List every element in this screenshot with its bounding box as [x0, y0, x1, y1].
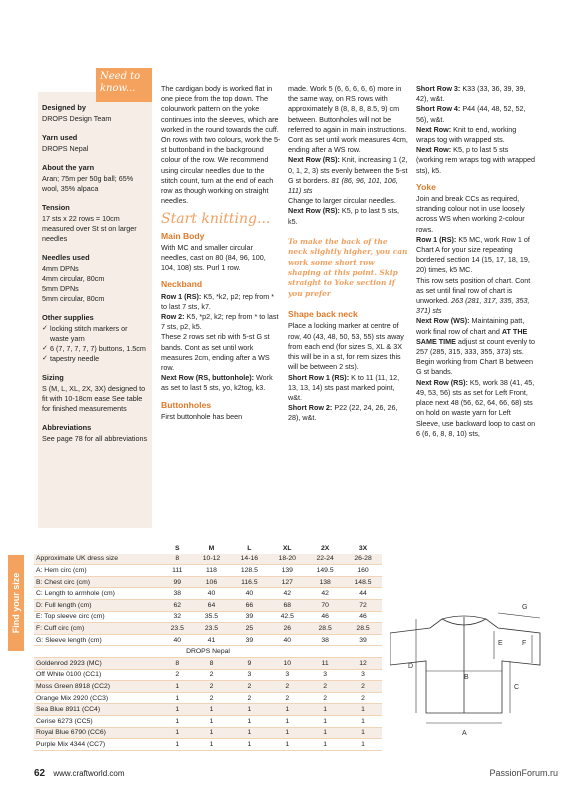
- value-cell: 35.5: [193, 611, 231, 623]
- row-label: Short Row 2:: [288, 403, 333, 413]
- value-cell: 138: [306, 576, 344, 588]
- row-label-cell: Royal Blue 6790 (CC6): [34, 727, 162, 739]
- value-cell: 2: [306, 692, 344, 704]
- row-label: Next Row (RS):: [416, 377, 468, 387]
- next-row-1: [416, 125, 536, 145]
- value-cell: 99: [162, 576, 193, 588]
- value-cell: 42: [306, 588, 344, 600]
- yarn-used-value: DROPS Nepal: [42, 144, 89, 153]
- label-b: B: [464, 674, 469, 681]
- short-row-4: [416, 104, 536, 124]
- value-cell: 1: [162, 715, 193, 727]
- value-cell: 23.5: [162, 623, 193, 635]
- short-row-2: [288, 403, 408, 423]
- value-cell: 8: [162, 554, 193, 565]
- row-text: Work as set to last 5 sts, yo, k2tog, k3.: [161, 373, 273, 393]
- value-cell: 3: [230, 669, 268, 681]
- value-cell: 8: [162, 657, 193, 669]
- row-label: Short Row 4:: [416, 104, 461, 114]
- needle-item: 4mm circular, 80cm: [42, 274, 105, 283]
- row-label: Row 1 (RS):: [161, 291, 202, 301]
- page-number: 62: [34, 768, 46, 779]
- short-row-3: [416, 84, 536, 104]
- row-label-cell: Purple Mix 4344 (CC7): [34, 739, 162, 751]
- value-cell: 40: [193, 588, 231, 600]
- row-text: K5, p to last 5 sts (working rem wraps tog with wrapped sts), k5.: [416, 145, 536, 175]
- yoke-row-1: [416, 235, 536, 276]
- value-cell: 1: [193, 704, 231, 716]
- value-cell: 118: [193, 565, 231, 577]
- value-cell: 1: [162, 692, 193, 704]
- row-text: K5, p to last 5 sts, k5.: [288, 206, 400, 226]
- supply-item: ✓ 6 (7, 7, 7, 7, 7) buttons, 1.5cm: [42, 344, 148, 354]
- value-cell: 160: [344, 565, 382, 577]
- table-row: [34, 634, 382, 646]
- table-row: [34, 704, 382, 716]
- table-row: [34, 669, 382, 681]
- measurements-body: [34, 554, 382, 646]
- neckband-row2: [161, 312, 281, 332]
- next-row-rs-yoke: [416, 378, 536, 439]
- column-2: [288, 84, 408, 424]
- value-cell: 39: [344, 634, 382, 646]
- row-label-cell: B: Chest circ (cm): [34, 576, 162, 588]
- designed-by-value: DROPS Design Team: [42, 114, 112, 123]
- header-cell: L: [230, 543, 268, 554]
- row-text: K33 (33, 36, 39, 39, 42), w&t.: [416, 84, 526, 104]
- yarn-heading-row: [34, 646, 382, 658]
- need-to-know-title: Need to know...: [96, 68, 152, 102]
- value-cell: 149.5: [306, 565, 344, 577]
- abbreviations-label: Abbreviations: [42, 423, 92, 432]
- value-cell: 10: [268, 657, 306, 669]
- next-row-rs: [288, 155, 408, 196]
- next-row-2: [416, 145, 536, 176]
- value-cell: 1: [306, 715, 344, 727]
- value-cell: 1: [230, 739, 268, 751]
- row-label: Next Row:: [416, 124, 452, 134]
- main-body-heading: Main Body: [161, 230, 205, 241]
- value-cell: 2: [268, 692, 306, 704]
- table-row: [34, 715, 382, 727]
- table-row: [34, 681, 382, 693]
- row-label-cell: Orange Mix 2920 (CC3): [34, 692, 162, 704]
- row-label: Next Row:: [416, 145, 452, 155]
- value-cell: 2: [306, 681, 344, 693]
- value-cell: 12: [344, 657, 382, 669]
- value-cell: 3: [306, 669, 344, 681]
- yoke-heading: Yoke: [416, 181, 436, 192]
- header-cell: XL: [268, 543, 306, 554]
- table-row: [34, 554, 382, 565]
- watermark: PassionForum.ru: [489, 768, 558, 778]
- other-supplies-label: Other supplies: [42, 313, 94, 322]
- value-cell: 2: [344, 692, 382, 704]
- value-cell: 41: [193, 634, 231, 646]
- value-cell: 1: [162, 704, 193, 716]
- tension-label: Tension: [42, 203, 70, 212]
- next-row-rs-2: [288, 206, 408, 226]
- value-cell: 1: [344, 715, 382, 727]
- table-row: [34, 739, 382, 751]
- row-label-cell: Approximate UK dress size: [34, 554, 162, 565]
- value-cell: 26-28: [344, 554, 382, 565]
- short-row-1: [288, 373, 408, 404]
- supply-item: ✓ tapestry needle: [42, 354, 148, 364]
- value-cell: 28.5: [344, 623, 382, 635]
- value-cell: 44: [344, 588, 382, 600]
- row-label-cell: Sea Blue 8911 (CC4): [34, 704, 162, 716]
- row-position-text: [416, 276, 536, 317]
- about-yarn-value: Aran; 75m per 50g ball; 65% wool, 35% alpaca: [42, 174, 134, 193]
- value-cell: 2: [230, 692, 268, 704]
- other-supplies-list: [42, 324, 148, 364]
- row-label: Row 1 (RS):: [416, 234, 457, 244]
- find-your-size-tab: [8, 555, 24, 651]
- row-label-cell: C: Length to armhole (cm): [34, 588, 162, 600]
- row-text: K5, *k2, p2; rep from * to last 7 sts, k7.: [161, 291, 275, 311]
- need-to-know-content: [42, 94, 148, 444]
- value-cell: 148.5: [344, 576, 382, 588]
- header-cell: S: [162, 543, 193, 554]
- row-label-cell: Moss Green 8918 (CC2): [34, 681, 162, 693]
- value-cell: 2: [193, 669, 231, 681]
- dimension-g: [498, 613, 540, 618]
- value-cell: 39: [230, 634, 268, 646]
- value-cell: 1: [344, 739, 382, 751]
- shape-back-text: Place a locking marker at centre of row, 40 (43, 48, 50, 53, 55) sts away from each end (for sizes S, XL & 3X this will be in a st, for rem sizes this will be between 2 sts).: [288, 321, 404, 372]
- value-cell: 1: [230, 727, 268, 739]
- sizing-value: S (M, L, XL, 2X, 3X) designed to fit with 10-18cm ease See table for finished measurements: [42, 384, 146, 413]
- header-cell: 3X: [344, 543, 382, 554]
- value-cell: 1: [306, 739, 344, 751]
- buttonholes-text: First buttonhole has been: [161, 411, 243, 421]
- sizing-label: Sizing: [42, 373, 64, 382]
- value-cell: 3: [344, 669, 382, 681]
- row-text: P44 (44, 48, 52, 52, 56), w&t.: [416, 104, 526, 124]
- value-cell: 22-24: [306, 554, 344, 565]
- row-text: K5, work 38 (41, 45, 49, 53, 56) sts as set for Left Front, place next 48 (56, 62, 64, 66, 68) sts on hold on waste yarn for Left Sleeve, use backward loop to cast on 6 (6, 6, 8, 8, 10) sts,: [416, 377, 536, 438]
- table-row: [34, 611, 382, 623]
- row-label-cell: Off White 0100 (CC1): [34, 669, 162, 681]
- value-cell: 1: [162, 739, 193, 751]
- value-cell: 1: [193, 715, 231, 727]
- neckband-heading: Neckband: [161, 279, 203, 290]
- value-cell: 26: [268, 623, 306, 635]
- value-cell: 1: [268, 739, 306, 751]
- value-cell: 3: [268, 669, 306, 681]
- row-text: K5 MC, work Row 1 of Chart A for your size repeating bordered section 14 (15, 17, 18, 19, 20) times, k5 MC.: [416, 234, 530, 275]
- value-cell: 116.5: [230, 576, 268, 588]
- row-label: Short Row 3:: [416, 84, 461, 93]
- stitch-count: 263 (281, 317, 335, 353, 371) sts: [416, 296, 530, 316]
- needle-item: 5mm DPNs: [42, 284, 79, 293]
- value-cell: 11: [306, 657, 344, 669]
- table-row: [34, 599, 382, 611]
- value-cell: 32: [162, 611, 193, 623]
- value-cell: 1: [268, 704, 306, 716]
- value-cell: 2: [162, 669, 193, 681]
- footer-site: www.craftworld.com: [53, 769, 125, 778]
- value-cell: 38: [162, 588, 193, 600]
- tension-value: 17 sts x 22 rows = 10cm measured over St st on larger needles: [42, 214, 137, 243]
- value-cell: 40: [268, 634, 306, 646]
- row-text: Maintaining patt, work final row of chart and: [416, 316, 525, 336]
- value-cell: 139: [268, 565, 306, 577]
- value-cell: 39: [230, 611, 268, 623]
- value-cell: 40: [162, 634, 193, 646]
- value-cell: 42: [268, 588, 306, 600]
- buttonholes-cont-text: made. Work 5 (6, 6, 6, 6, 6) more in the same way, on RS rows with approximately 8 (8, 8, 8, 8.5, 9) cm between. Buttonholes will not be referred to again in main instructions. Cont as set until work measures 4cm, ending after a WS row.: [288, 84, 408, 155]
- row-label-cell: A: Hem circ (cm): [34, 565, 162, 577]
- row-text: This row sets position of chart. Cont as set until final row of chart is unworked.: [416, 275, 531, 306]
- value-cell: 25: [230, 623, 268, 635]
- value-cell: 1: [162, 681, 193, 693]
- value-cell: 1: [306, 704, 344, 716]
- value-cell: 2: [193, 692, 231, 704]
- size-table: [34, 543, 382, 751]
- header-cell: [34, 543, 162, 554]
- row-text: Knit to end, working wraps tog with wrapped sts.: [416, 124, 517, 145]
- value-cell: 127: [268, 576, 306, 588]
- needles-label: Needles used: [42, 253, 90, 262]
- needles-list: [42, 264, 148, 304]
- row-label: Row 2:: [161, 312, 185, 322]
- value-cell: 18-20: [268, 554, 306, 565]
- value-cell: 68: [268, 599, 306, 611]
- value-cell: 1: [230, 704, 268, 716]
- value-cell: 9: [230, 657, 268, 669]
- value-cell: 40: [230, 588, 268, 600]
- cardigan-schematic: [390, 573, 550, 741]
- header-cell: 2X: [306, 543, 344, 554]
- row-label-cell: Cerise 6273 (CC5): [34, 715, 162, 727]
- table-row: [34, 727, 382, 739]
- value-cell: 2: [268, 681, 306, 693]
- value-cell: 128.5: [230, 565, 268, 577]
- value-cell: 1: [344, 704, 382, 716]
- value-cell: 10-12: [193, 554, 231, 565]
- change-needles-text: Change to larger circular needles.: [288, 196, 396, 206]
- row-text: adjust st count evenly to 257 (285, 315, 333, 355, 373) sts.: [416, 336, 536, 357]
- value-cell: 64: [193, 599, 231, 611]
- value-cell: 28.5: [306, 623, 344, 635]
- table-row: [34, 565, 382, 577]
- same-time-emphasis: AT THE SAME TIME: [416, 326, 528, 346]
- row-label-cell: E: Top sleeve circ (cm): [34, 611, 162, 623]
- value-cell: 23.5: [193, 623, 231, 635]
- stitch-count: 81 (86, 96, 101, 106, 111) sts: [288, 175, 398, 196]
- row-text: K5, *p2, k2; rep from * to last 7 sts, p2, k5.: [161, 312, 279, 332]
- table-header-row: [34, 543, 382, 554]
- label-g: G: [522, 604, 528, 611]
- table-row: [34, 657, 382, 669]
- value-cell: 72: [344, 599, 382, 611]
- label-e: E: [498, 640, 503, 647]
- next-row-ws: [416, 316, 536, 357]
- table-row: [34, 692, 382, 704]
- label-c: C: [514, 684, 520, 691]
- row-label: Next Row (RS):: [288, 206, 340, 216]
- supply-item: ✓ locking stitch markers or waste yarn: [42, 324, 148, 344]
- row-label: Next Row (WS):: [416, 316, 470, 326]
- designed-by-label: Designed by: [42, 103, 86, 112]
- tip-callout: To make the back of the neck slightly higher, you can work some short row shaping at this point. Skip straight to Yoke section if you prefer: [288, 236, 408, 298]
- value-cell: 1: [193, 739, 231, 751]
- needle-item: 4mm DPNs: [42, 264, 79, 273]
- rib-text: These 2 rows set rib with 5-st G st bands. Cont as set until work measures 2cm, ending after a WS row.: [161, 332, 270, 373]
- value-cell: 1: [344, 727, 382, 739]
- find-your-size-label: Find your size: [11, 572, 21, 634]
- value-cell: 14-16: [230, 554, 268, 565]
- value-cell: 1: [162, 727, 193, 739]
- buttonholes-heading: Buttonholes: [161, 399, 212, 410]
- value-cell: 70: [306, 599, 344, 611]
- label-a: A: [462, 730, 467, 737]
- row-label: Next Row (RS):: [288, 155, 340, 165]
- column-1: [161, 84, 281, 422]
- value-cell: 2: [193, 681, 231, 693]
- column-3: [416, 84, 536, 439]
- value-cell: 1: [230, 715, 268, 727]
- yoke-text: Join and break CCs as required, stranding colour not in use loosely across WS when working 2-colour rows.: [416, 194, 525, 234]
- value-cell: 1: [268, 727, 306, 739]
- needle-item: 5mm circular, 80cm: [42, 294, 105, 303]
- yarn-body: [34, 657, 382, 750]
- row-text: Knit, increasing 1 (2, 0, 1, 2, 3) sts evenly between the 5-st G st borders.: [288, 155, 408, 185]
- value-cell: 1: [193, 727, 231, 739]
- value-cell: 38: [306, 634, 344, 646]
- value-cell: 1: [306, 727, 344, 739]
- intro-text: The cardigan body is worked flat in one piece from the top down. The colourwork pattern on the yoke continues into the sleeves, which are worked in the round towards the cuff. On rows with two colours, work the 5-st buttonband in the background colour of the row. We recommend using circular needles due to the stitch count, turn at the end of each row as though working on straight needles.: [161, 84, 281, 206]
- row-label: Next Row (RS, buttonhole):: [161, 373, 255, 383]
- abbreviations-value: See page 78 for all abbreviations: [42, 434, 148, 443]
- neckband-row1: [161, 292, 281, 312]
- row-text: K to 11 (11, 12, 13, 13, 14) sts past marked point, w&t.: [288, 372, 400, 402]
- row-label-cell: Goldenrod 2923 (MC): [34, 657, 162, 669]
- chart-b-text: Begin working from Chart B between G st bands.: [416, 357, 534, 377]
- row-text: P22 (22, 24, 26, 26, 28), w&t.: [288, 403, 398, 423]
- value-cell: 46: [344, 611, 382, 623]
- page-footer: [34, 768, 124, 779]
- table-row: [34, 588, 382, 600]
- row-label-cell: G: Sleeve length (cm): [34, 634, 162, 646]
- value-cell: 2: [344, 681, 382, 693]
- label-f: F: [522, 640, 527, 647]
- value-cell: 46: [306, 611, 344, 623]
- value-cell: 106: [193, 576, 231, 588]
- value-cell: 111: [162, 565, 193, 577]
- table-row: [34, 576, 382, 588]
- row-label-cell: D: Full length (cm): [34, 599, 162, 611]
- value-cell: 42.5: [268, 611, 306, 623]
- table-row: [34, 623, 382, 635]
- label-d: D: [408, 663, 414, 670]
- value-cell: 66: [230, 599, 268, 611]
- value-cell: 62: [162, 599, 193, 611]
- value-cell: 8: [193, 657, 231, 669]
- header-cell: M: [193, 543, 231, 554]
- shape-back-neck-heading: Shape back neck: [288, 309, 358, 320]
- row-label-cell: F: Cuff circ (cm): [34, 623, 162, 635]
- value-cell: 1: [268, 715, 306, 727]
- main-body-text: With MC and smaller circular needles, cast on 80 (84, 96, 100, 104, 108) sts. Purl 1 row.: [161, 242, 266, 273]
- row-label: Short Row 1 (RS):: [288, 372, 350, 382]
- yarn-heading: DROPS Nepal: [34, 646, 382, 658]
- start-knitting-heading: Start knitting...: [161, 211, 271, 228]
- about-yarn-label: About the yarn: [42, 163, 95, 172]
- yarn-used-label: Yarn used: [42, 133, 78, 142]
- value-cell: 2: [230, 681, 268, 693]
- buttonhole-row: [161, 373, 281, 393]
